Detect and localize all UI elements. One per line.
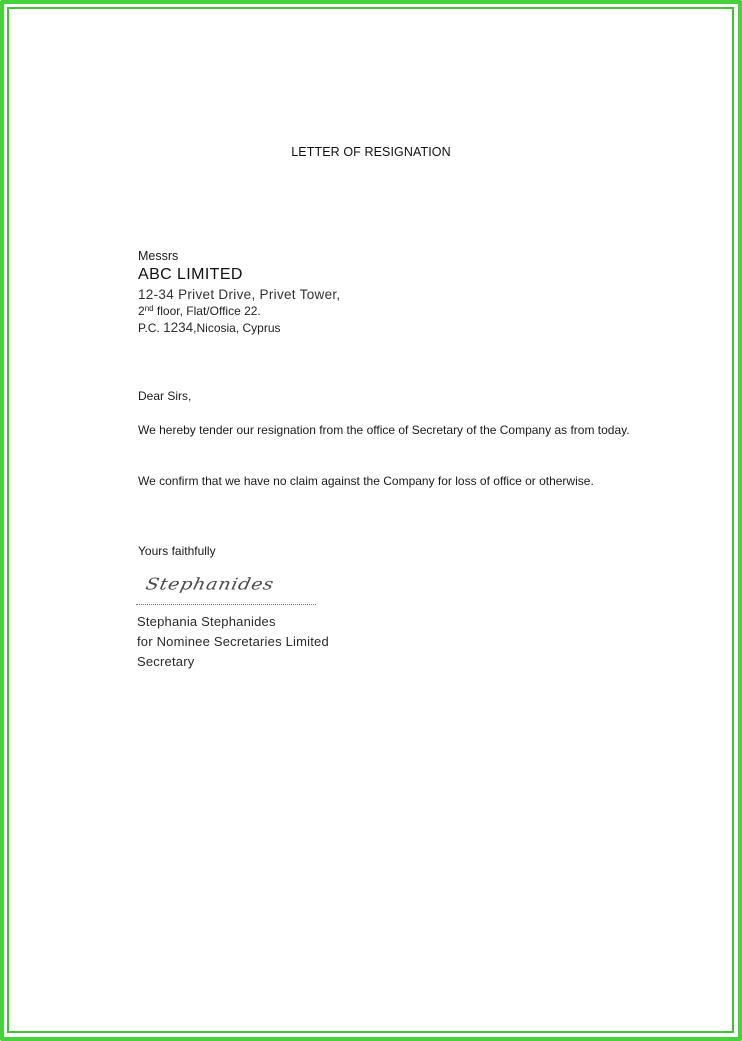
recipient-company: ABC LIMITED [138,265,243,283]
signatory-role: Secretary [137,654,195,669]
address-line-3 [138,321,340,335]
page-border-inner [7,7,734,1033]
floor-ordinal: nd [144,304,154,313]
body-paragraph-2: We confirm that we have no claim against the Company for loss of office or otherwise. [138,474,594,488]
address-line-1: 12-34 Privet Drive, Privet Tower, [138,286,341,302]
letter-title: LETTER OF RESIGNATION [291,145,451,159]
floor-rest: floor, Flat/Office 22. [153,304,261,318]
recipient-address [138,250,340,335]
greeting: Dear Sirs, [138,389,192,403]
recipient-prefix: Messrs [138,249,179,263]
signatory-block [137,612,329,672]
postal-prefix: P.C. [138,321,164,335]
floor-number: 2 [138,304,145,318]
signatory-organization: for Nominee Secretaries Limited [137,634,329,649]
closing: Yours faithfully [138,544,216,558]
postal-code: 1234 [163,320,194,335]
body-paragraph-1: We hereby tender our resignation from the office of Secretary of the Company as from today. [138,423,630,437]
signatory-name: Stephania Stephanides [137,614,276,629]
address-line-2 [138,305,340,317]
signature-line [136,604,316,605]
handwritten-signature: Stephanides [144,575,276,594]
city-country: ,Nicosia, Cyprus [193,321,281,335]
